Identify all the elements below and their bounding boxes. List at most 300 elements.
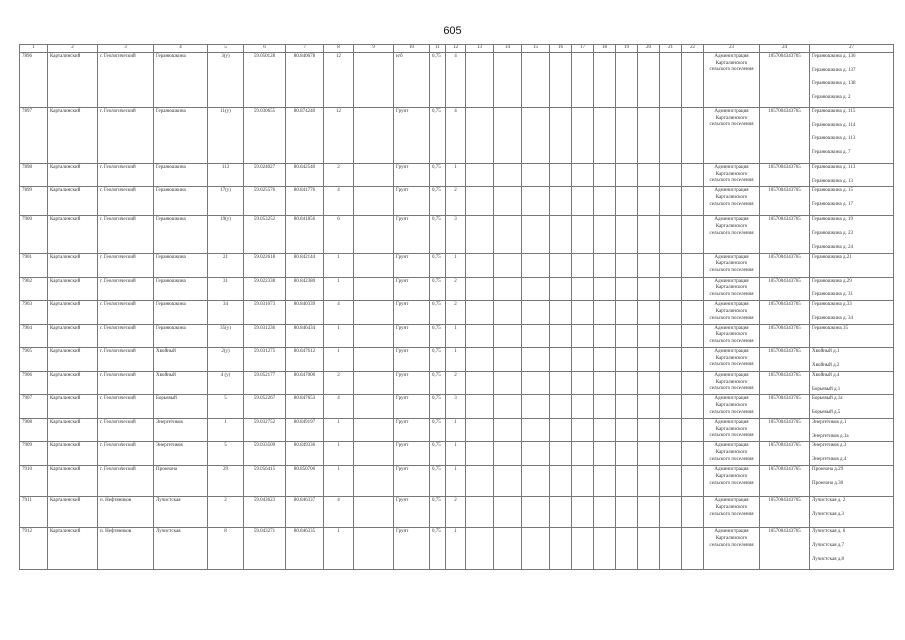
latitude-cell: 59.043271 <box>244 528 286 570</box>
owner-cell: Администрация Карталинского сельского поселения <box>704 107 760 163</box>
area-cell: 12 <box>324 52 354 107</box>
empty-cell <box>572 497 594 528</box>
empty-cell <box>466 187 494 216</box>
latitude-cell: 59.052267 <box>244 395 286 419</box>
record-number: 7911 <box>20 497 48 528</box>
area-cell: 1 <box>324 253 354 277</box>
column-number: 15 <box>522 45 550 53</box>
district-cell: Карталинский <box>48 163 98 187</box>
empty-cell <box>638 216 660 253</box>
empty-cell <box>550 528 572 570</box>
longitude-cell: 80.847653 <box>286 395 324 419</box>
served-address: Геранюшкина д. 115 <box>812 108 856 114</box>
house-cell: 35(у) <box>208 324 244 347</box>
empty-cell <box>638 347 660 371</box>
empty-cell <box>660 277 682 301</box>
column-number: 27 <box>810 45 894 53</box>
empty-cell <box>354 497 394 528</box>
latitude-cell: 59.053252 <box>244 216 286 253</box>
empty-cell <box>660 347 682 371</box>
container-count-cell: 1 <box>446 466 466 497</box>
served-address: Лучистская д. 2 <box>812 498 846 504</box>
district-cell: Карталинский <box>48 277 98 301</box>
empty-cell <box>354 371 394 395</box>
street-cell: Лучистская <box>154 528 208 570</box>
surface-cell: Грунт <box>394 253 430 277</box>
latitude-cell: 59.024027 <box>244 163 286 187</box>
volume-cell: 0,75 <box>430 371 446 395</box>
empty-cell <box>522 442 550 466</box>
volume-cell: 0,75 <box>430 466 446 497</box>
container-count-cell: 4 <box>446 107 466 163</box>
served-address: Промзона д.30 <box>812 481 844 486</box>
empty-cell <box>594 528 616 570</box>
empty-cell <box>616 52 638 107</box>
district-cell: Карталинский <box>48 395 98 419</box>
settlement-cell: п. Нефтяников <box>98 497 154 528</box>
column-number: 23 <box>704 45 760 53</box>
latitude-cell: 59.031236 <box>244 324 286 347</box>
latitude-cell: 59.031073 <box>244 301 286 325</box>
table-body <box>20 45 894 570</box>
empty-cell <box>572 395 594 419</box>
empty-cell <box>522 107 550 163</box>
empty-cell <box>616 466 638 497</box>
table-row <box>20 301 894 325</box>
empty-cell <box>594 107 616 163</box>
empty-cell <box>572 371 594 395</box>
house-cell: 5 <box>208 442 244 466</box>
area-cell: 1 <box>324 418 354 442</box>
column-number: 12 <box>446 45 466 53</box>
empty-cell <box>572 52 594 107</box>
served-addresses-cell <box>810 277 894 301</box>
empty-cell <box>522 497 550 528</box>
street-cell: Геранюшкина <box>154 277 208 301</box>
street-cell: Борьевый <box>154 395 208 419</box>
ogrn-cell: 1057004343765 <box>760 163 810 187</box>
empty-cell <box>660 466 682 497</box>
settlement-cell: г. Геологический <box>98 395 154 419</box>
volume-cell: 0,75 <box>430 442 446 466</box>
empty-cell <box>638 528 660 570</box>
empty-cell <box>494 216 522 253</box>
latitude-cell: 59.022618 <box>244 253 286 277</box>
street-cell: Лучистская <box>154 497 208 528</box>
empty-cell <box>466 497 494 528</box>
ogrn-cell: 1057004343765 <box>760 216 810 253</box>
container-count-cell: 1 <box>446 163 466 187</box>
empty-cell <box>354 466 394 497</box>
served-addresses-cell <box>810 528 894 570</box>
served-address: Борьевый д.1а <box>812 396 843 402</box>
empty-cell <box>660 52 682 107</box>
table-row <box>20 324 894 347</box>
served-address: Энергетиков д.1а <box>812 433 849 439</box>
street-cell: Энергетиков <box>154 442 208 466</box>
area-cell: 2 <box>324 163 354 187</box>
served-addresses-cell <box>810 301 894 325</box>
longitude-cell: 80.849336 <box>286 442 324 466</box>
surface-cell: Грунт <box>394 442 430 466</box>
empty-cell <box>354 324 394 347</box>
record-number: 7899 <box>20 187 48 216</box>
served-addresses-cell <box>810 418 894 442</box>
record-number: 7905 <box>20 347 48 371</box>
settlement-cell: г. Геологический <box>98 347 154 371</box>
surface-cell: Грунт <box>394 277 430 301</box>
served-address: Геранюшкина д.33 <box>812 302 852 307</box>
empty-cell <box>572 163 594 187</box>
street-cell: Геранюшкина <box>154 324 208 347</box>
served-address: Геранюшкина д. 13 <box>812 178 854 184</box>
container-count-cell: 1 <box>446 528 466 570</box>
empty-cell <box>594 216 616 253</box>
empty-cell <box>572 107 594 163</box>
column-number: 22 <box>682 45 704 53</box>
owner-cell: Администрация Карталинского сельского поселения <box>704 347 760 371</box>
empty-cell <box>638 52 660 107</box>
house-cell: 4 (у) <box>208 371 244 395</box>
latitude-cell: 59.052177 <box>244 371 286 395</box>
settlement-cell: г. Геологический <box>98 418 154 442</box>
empty-cell <box>616 371 638 395</box>
container-count-cell: 1 <box>446 347 466 371</box>
column-number: 4 <box>154 45 208 53</box>
street-cell: Геранюшкина <box>154 253 208 277</box>
settlement-cell: г. Геологический <box>98 216 154 253</box>
house-cell: 5 <box>208 395 244 419</box>
area-cell: 1 <box>324 442 354 466</box>
empty-cell <box>682 442 704 466</box>
empty-cell <box>616 442 638 466</box>
column-number: 10 <box>394 45 430 53</box>
empty-cell <box>354 163 394 187</box>
latitude-cell: 59.030655 <box>244 107 286 163</box>
served-address: Хвойный д.1 <box>812 348 840 354</box>
empty-cell <box>466 347 494 371</box>
record-number: 7906 <box>20 371 48 395</box>
settlement-cell: г. Геологический <box>98 253 154 277</box>
column-number: 11 <box>430 45 446 53</box>
empty-cell <box>522 466 550 497</box>
table-row <box>20 52 894 107</box>
district-cell: Карталинский <box>48 347 98 371</box>
owner-cell: Администрация Карталинского сельского поселения <box>704 163 760 187</box>
empty-cell <box>466 277 494 301</box>
container-count-cell: 1 <box>446 324 466 347</box>
empty-cell <box>572 187 594 216</box>
longitude-cell: 80.846335 <box>286 528 324 570</box>
settlement-cell: г. Геологический <box>98 52 154 107</box>
served-addresses-cell <box>810 107 894 163</box>
column-number: 16 <box>550 45 572 53</box>
empty-cell <box>616 277 638 301</box>
container-count-cell: 3 <box>446 216 466 253</box>
empty-cell <box>594 497 616 528</box>
column-number: 24 <box>760 45 810 53</box>
street-cell: Геранюшкина <box>154 163 208 187</box>
table-row <box>20 107 894 163</box>
longitude-cell: 80.840678 <box>286 52 324 107</box>
area-cell: 4 <box>324 301 354 325</box>
served-address: Геранюшкина д. 138 <box>812 81 856 87</box>
empty-cell <box>466 418 494 442</box>
street-cell: Хвойный <box>154 347 208 371</box>
empty-cell <box>682 253 704 277</box>
settlement-cell: п. Нефтяников <box>98 528 154 570</box>
empty-cell <box>550 466 572 497</box>
latitude-cell: 59.032752 <box>244 418 286 442</box>
empty-cell <box>682 347 704 371</box>
empty-cell <box>638 497 660 528</box>
table-row <box>20 497 894 528</box>
empty-cell <box>522 216 550 253</box>
empty-cell <box>550 347 572 371</box>
ogrn-cell: 1057004343765 <box>760 324 810 347</box>
area-cell: 1 <box>324 347 354 371</box>
record-number: 7910 <box>20 466 48 497</box>
volume-cell: 0,75 <box>430 418 446 442</box>
area-cell: 1 <box>324 277 354 301</box>
owner-cell: Администрация Карталинского сельского поселения <box>704 301 760 325</box>
longitude-cell: 80.850706 <box>286 466 324 497</box>
empty-cell <box>616 107 638 163</box>
settlement-cell: г. Геологический <box>98 301 154 325</box>
column-number: 21 <box>660 45 682 53</box>
house-cell: 11(у) <box>208 107 244 163</box>
surface-cell: Грунт <box>394 497 430 528</box>
empty-cell <box>494 466 522 497</box>
district-cell: Карталинский <box>48 107 98 163</box>
column-number: 9 <box>354 45 394 53</box>
volume-cell: 0,75 <box>430 163 446 187</box>
record-number: 7908 <box>20 418 48 442</box>
table-row <box>20 371 894 395</box>
column-number: 2 <box>48 45 98 53</box>
district-cell: Карталинский <box>48 324 98 347</box>
table-row <box>20 528 894 570</box>
street-cell: Промзона <box>154 466 208 497</box>
district-cell: Карталинский <box>48 528 98 570</box>
ogrn-cell: 1057004343765 <box>760 277 810 301</box>
record-number: 7898 <box>20 163 48 187</box>
surface-cell: Грунт <box>394 418 430 442</box>
empty-cell <box>594 347 616 371</box>
container-sites-table <box>19 44 894 570</box>
served-address: Лучистская д.8 <box>812 556 845 562</box>
served-addresses-cell <box>810 466 894 497</box>
served-address: Энергетиков д.3 <box>812 443 847 449</box>
volume-cell: 0,75 <box>430 277 446 301</box>
empty-cell <box>638 253 660 277</box>
column-number: 3 <box>98 45 154 53</box>
empty-cell <box>550 253 572 277</box>
table-row <box>20 163 894 187</box>
container-count-cell: 2 <box>446 497 466 528</box>
empty-cell <box>616 301 638 325</box>
empty-cell <box>660 253 682 277</box>
empty-cell <box>494 277 522 301</box>
house-cell: 2 <box>208 497 244 528</box>
house-cell: 21 <box>208 253 244 277</box>
longitude-cell: 80.842540 <box>286 163 324 187</box>
record-number: 7897 <box>20 107 48 163</box>
empty-cell <box>572 216 594 253</box>
longitude-cell: 80.841776 <box>286 187 324 216</box>
record-number: 7900 <box>20 216 48 253</box>
district-cell: Карталинский <box>48 442 98 466</box>
district-cell: Карталинский <box>48 187 98 216</box>
empty-cell <box>354 277 394 301</box>
empty-cell <box>616 216 638 253</box>
empty-cell <box>494 418 522 442</box>
served-addresses-cell <box>810 216 894 253</box>
owner-cell: Администрация Карталинского сельского поселения <box>704 253 760 277</box>
surface-cell: Грунт <box>394 163 430 187</box>
empty-cell <box>550 497 572 528</box>
served-address: Геранюшкина д. 136 <box>812 53 856 59</box>
container-count-cell: 2 <box>446 301 466 325</box>
latitude-cell: 59.031275 <box>244 347 286 371</box>
served-address: Геранюшкина д. 19 <box>812 217 854 223</box>
container-count-cell: 3 <box>446 395 466 419</box>
empty-cell <box>594 301 616 325</box>
empty-cell <box>494 347 522 371</box>
street-cell: Геранюшкина <box>154 301 208 325</box>
column-number: 13 <box>466 45 494 53</box>
house-cell: 29 <box>208 466 244 497</box>
area-cell: 12 <box>324 107 354 163</box>
street-cell: Геранюшкина <box>154 216 208 253</box>
empty-cell <box>550 216 572 253</box>
empty-cell <box>550 395 572 419</box>
ogrn-cell: 1057004343765 <box>760 107 810 163</box>
header-row <box>20 45 894 53</box>
district-cell: Карталинский <box>48 418 98 442</box>
empty-cell <box>682 418 704 442</box>
served-address: Лучистская д. 6 <box>812 529 846 535</box>
table-row <box>20 253 894 277</box>
empty-cell <box>638 371 660 395</box>
empty-cell <box>616 347 638 371</box>
volume-cell: 0,75 <box>430 216 446 253</box>
record-number: 7896 <box>20 52 48 107</box>
served-addresses-cell <box>810 324 894 347</box>
served-addresses-cell <box>810 395 894 419</box>
record-number: 7907 <box>20 395 48 419</box>
empty-cell <box>550 187 572 216</box>
empty-cell <box>682 371 704 395</box>
empty-cell <box>638 395 660 419</box>
latitude-cell: 59.043623 <box>244 497 286 528</box>
settlement-cell: г. Геологический <box>98 163 154 187</box>
empty-cell <box>682 163 704 187</box>
empty-cell <box>466 324 494 347</box>
empty-cell <box>682 466 704 497</box>
street-cell: Геранюшкина <box>154 107 208 163</box>
empty-cell <box>682 107 704 163</box>
container-count-cell: 4 <box>446 52 466 107</box>
owner-cell: Администрация Карталинского сельского поселения <box>704 442 760 466</box>
table-row <box>20 277 894 301</box>
empty-cell <box>660 528 682 570</box>
empty-cell <box>616 395 638 419</box>
column-number: 19 <box>616 45 638 53</box>
table-row <box>20 418 894 442</box>
area-cell: 1 <box>324 528 354 570</box>
volume-cell: 0,75 <box>430 107 446 163</box>
district-cell: Карталинский <box>48 301 98 325</box>
empty-cell <box>572 418 594 442</box>
house-cell: 34 <box>208 301 244 325</box>
empty-cell <box>660 324 682 347</box>
empty-cell <box>572 277 594 301</box>
record-number: 7903 <box>20 301 48 325</box>
table-row <box>20 466 894 497</box>
house-cell: 19(у) <box>208 216 244 253</box>
house-cell: 8 <box>208 528 244 570</box>
empty-cell <box>466 528 494 570</box>
empty-cell <box>616 497 638 528</box>
served-address: Геранюшкина д. 34 <box>812 315 854 321</box>
district-cell: Карталинский <box>48 253 98 277</box>
record-number: 7904 <box>20 324 48 347</box>
empty-cell <box>616 187 638 216</box>
area-cell: 4 <box>324 395 354 419</box>
empty-cell <box>594 371 616 395</box>
empty-cell <box>594 187 616 216</box>
empty-cell <box>354 528 394 570</box>
settlement-cell: г. Геологический <box>98 324 154 347</box>
district-cell: Карталинский <box>48 52 98 107</box>
empty-cell <box>550 163 572 187</box>
served-addresses-cell <box>810 371 894 395</box>
owner-cell: Администрация Карталинского сельского поселения <box>704 395 760 419</box>
empty-cell <box>682 528 704 570</box>
empty-cell <box>466 253 494 277</box>
empty-cell <box>660 107 682 163</box>
empty-cell <box>466 301 494 325</box>
ogrn-cell: 1057004343765 <box>760 395 810 419</box>
empty-cell <box>616 163 638 187</box>
owner-cell: Администрация Карталинского сельского поселения <box>704 277 760 301</box>
served-addresses-cell <box>810 52 894 107</box>
surface-cell: Грунт <box>394 395 430 419</box>
house-cell: 31 <box>208 277 244 301</box>
table-row <box>20 442 894 466</box>
empty-cell <box>522 371 550 395</box>
column-number: 6 <box>244 45 286 53</box>
owner-cell: Администрация Карталинского сельского поселения <box>704 216 760 253</box>
surface-cell: Грунт <box>394 107 430 163</box>
empty-cell <box>594 466 616 497</box>
longitude-cell: 80.842144 <box>286 253 324 277</box>
empty-cell <box>594 277 616 301</box>
empty-cell <box>616 418 638 442</box>
empty-cell <box>550 52 572 107</box>
ogrn-cell: 1057004343765 <box>760 497 810 528</box>
empty-cell <box>616 253 638 277</box>
empty-cell <box>682 395 704 419</box>
column-number: 20 <box>638 45 660 53</box>
empty-cell <box>638 418 660 442</box>
house-cell: 1 <box>208 418 244 442</box>
empty-cell <box>354 395 394 419</box>
ogrn-cell: 1057004343765 <box>760 347 810 371</box>
empty-cell <box>522 52 550 107</box>
longitude-cell: 80.841856 <box>286 216 324 253</box>
